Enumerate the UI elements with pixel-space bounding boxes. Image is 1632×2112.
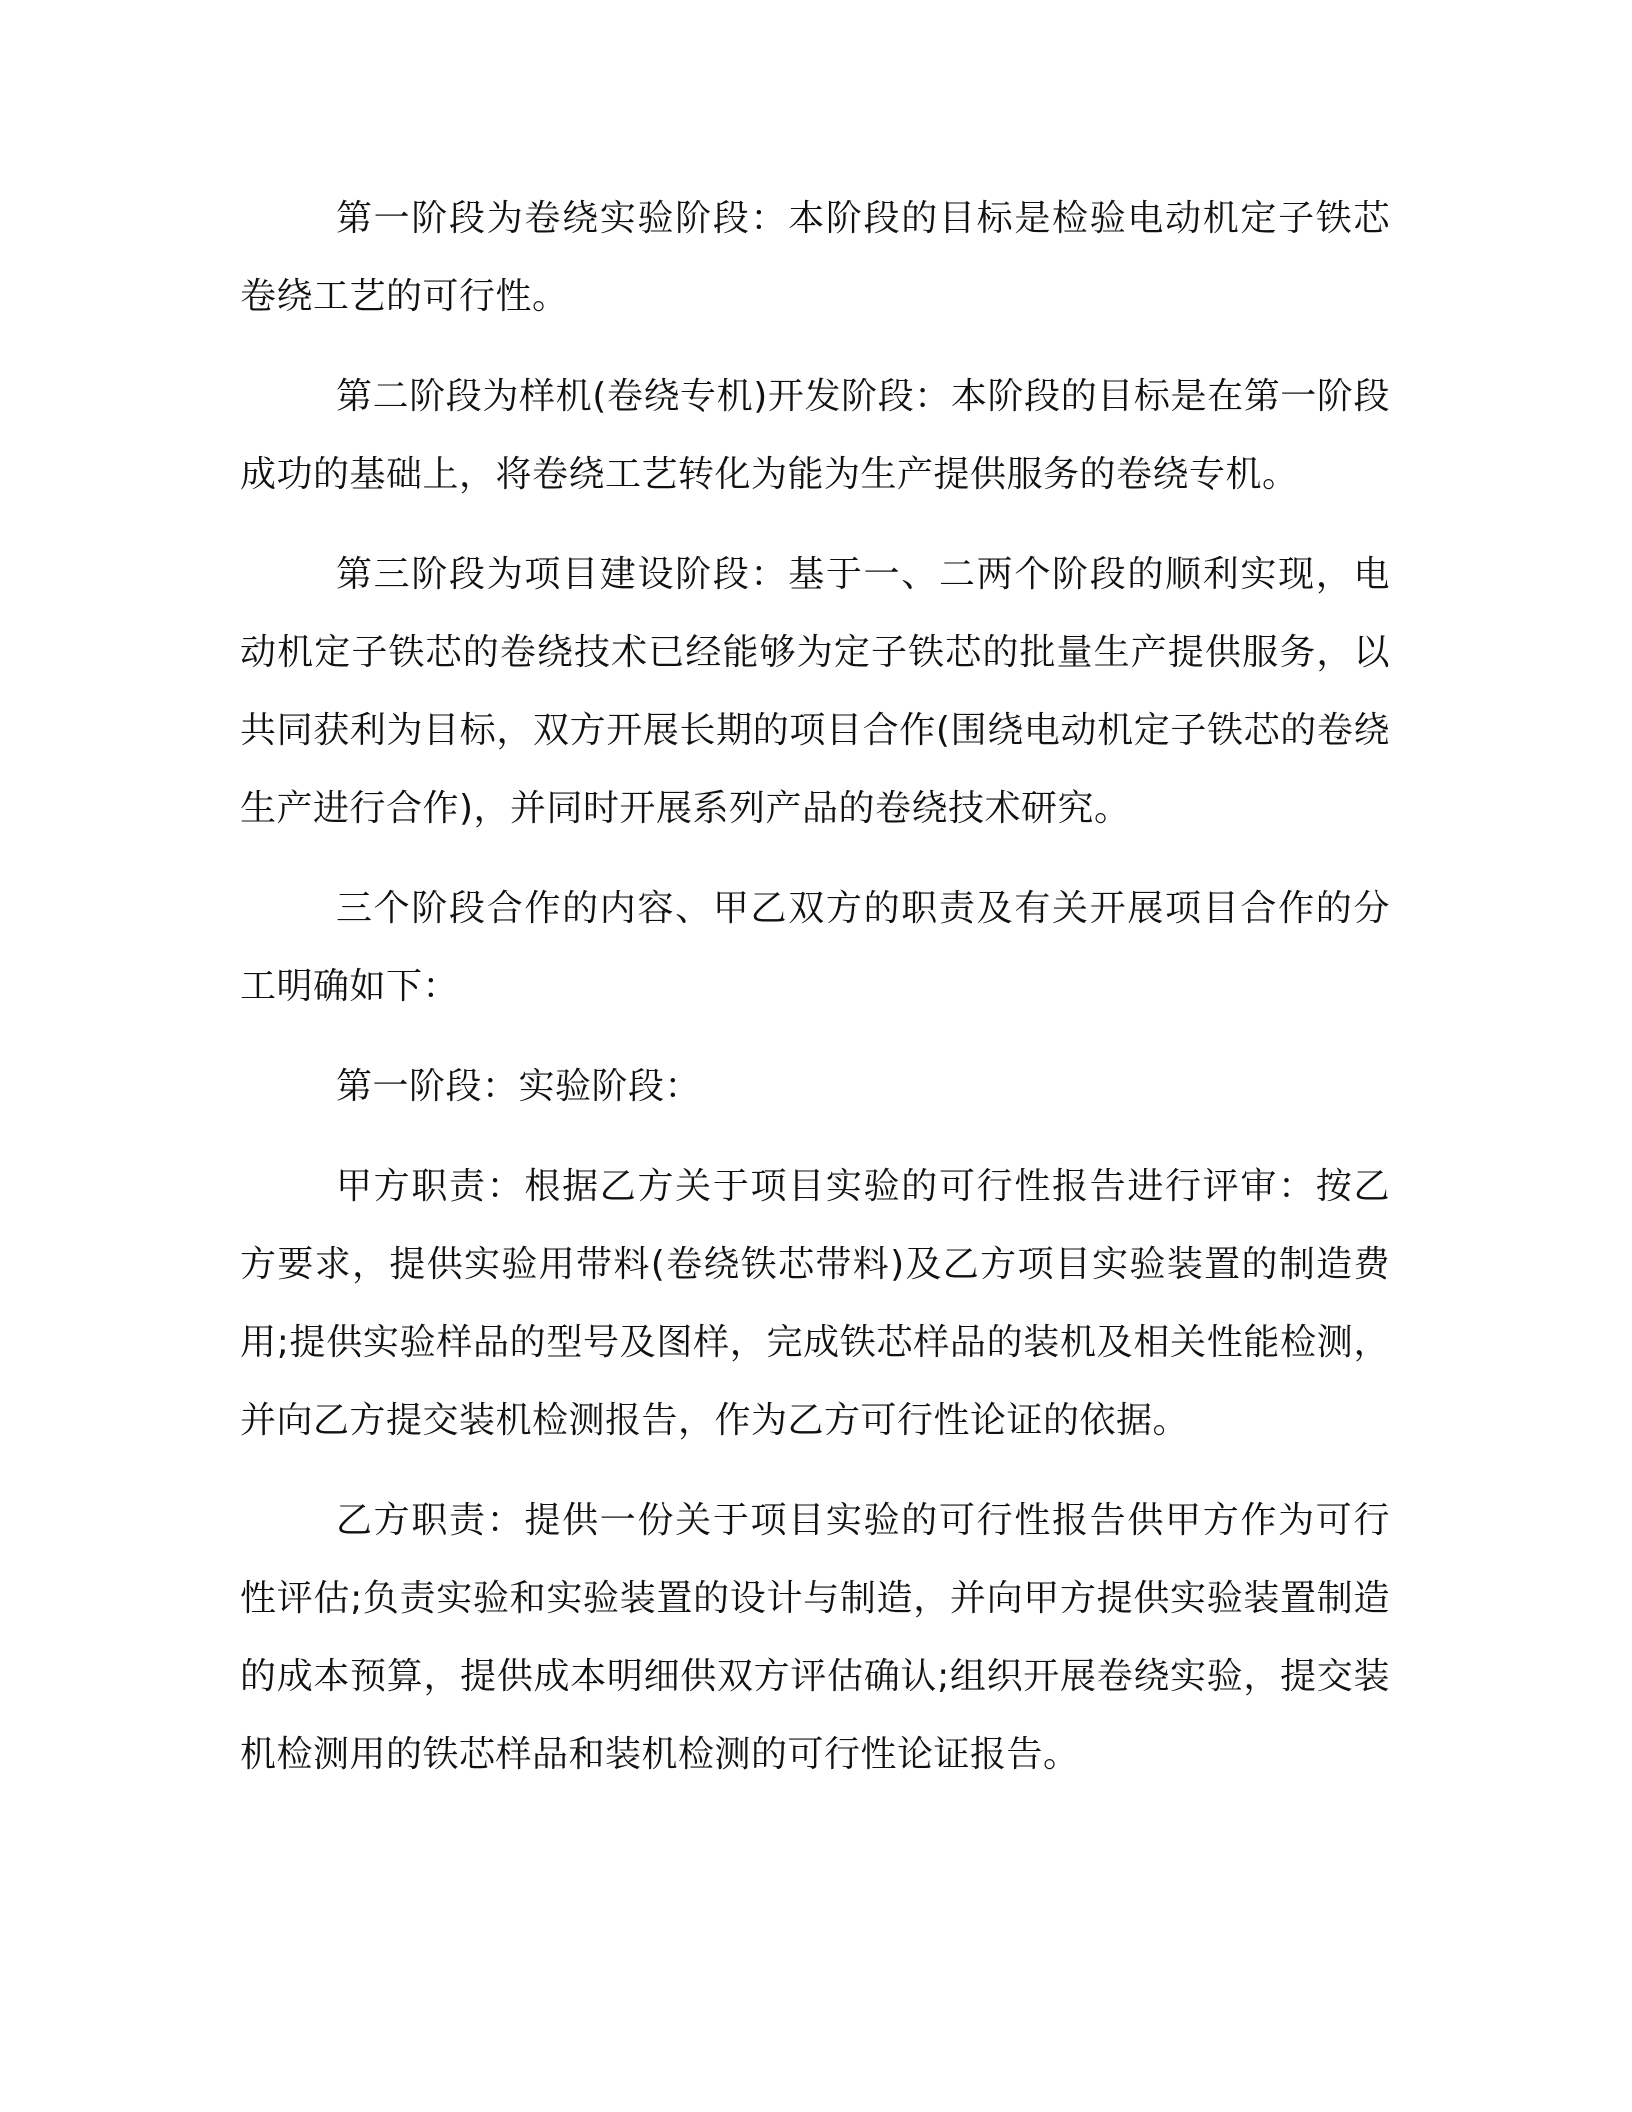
paragraph-party-b-duties: 乙方职责：提供一份关于项目实验的可行性报告供甲方作为可行性评估;负责实验和实验装置的设计与制造，并向甲方提供实验装置制造的成本预算，提供成本明细供双方评估确认;组织开展卷绕实验，提交装机检测用的铁芯样品和装机检测的可行性论证报告。 (240, 1500, 1390, 1775)
paragraph-stage-three-intro: 第三阶段为项目建设阶段：基于一、二两个阶段的顺利实现，电动机定子铁芯的卷绕技术已经能够为定子铁芯的批量生产提供服务，以共同获利为目标，双方开展长期的项目合作(围绕电动机定子铁芯的卷绕生产进行合作)，并同时开展系列产品的卷绕技术研究。 (240, 554, 1390, 829)
document-body (240, 180, 1390, 1816)
paragraph-stage-two-intro: 第二阶段为样机(卷绕专机)开发阶段：本阶段的目标是在第一阶段成功的基础上，将卷绕工艺转化为能为生产提供服务的卷绕专机。 (240, 376, 1390, 495)
paragraph-party-a-duties: 甲方职责：根据乙方关于项目实验的可行性报告进行评审：按乙方要求，提供实验用带料(卷绕铁芯带料)及乙方项目实验装置的制造费用;提供实验样品的型号及图样，完成铁芯样品的装机及相关性能检测，并向乙方提交装机检测报告，作为乙方可行性论证的依据。 (240, 1166, 1390, 1441)
paragraph-division-of-work: 三个阶段合作的内容、甲乙双方的职责及有关开展项目合作的分工明确如下： (240, 888, 1390, 1007)
section-heading-stage-one: 第一阶段：实验阶段： (336, 1066, 702, 1107)
paragraph-stage-one-intro: 第一阶段为卷绕实验阶段：本阶段的目标是检验电动机定子铁芯卷绕工艺的可行性。 (240, 198, 1390, 317)
